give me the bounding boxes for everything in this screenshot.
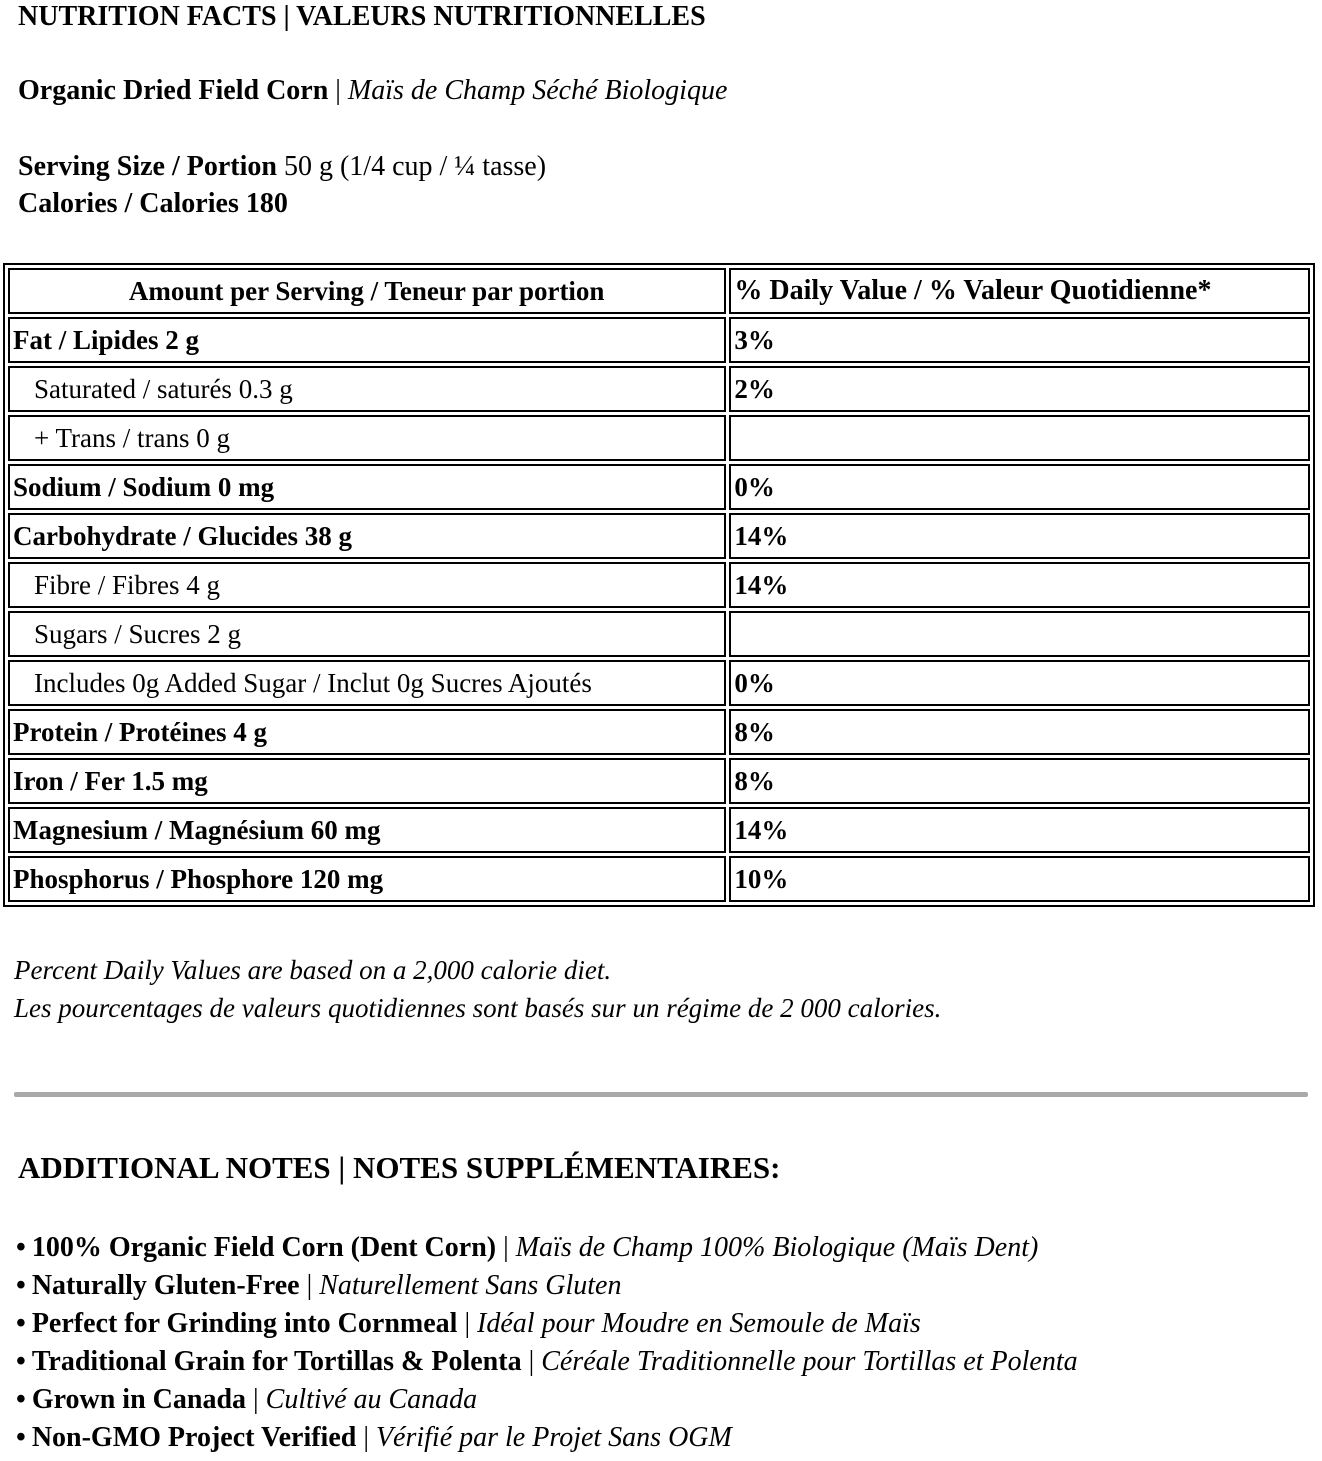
table-row <box>8 317 1310 363</box>
dv-cell-added-sugar: 0% <box>729 660 1310 706</box>
dv-cell-phosphorus: 10% <box>729 856 1310 902</box>
table-row <box>8 513 1310 559</box>
nutrient-cell-magnesium: Magnesium / Magnésium 60 mg <box>8 807 726 853</box>
bullet-icon: • <box>16 1270 26 1301</box>
note-en: Naturally Gluten-Free <box>31 1270 300 1301</box>
table-row <box>8 807 1310 853</box>
nutrient-cell-fibre: Fibre / Fibres 4 g <box>8 562 726 608</box>
note-en: Non-GMO Project Verified <box>31 1422 357 1453</box>
table-row <box>8 562 1310 608</box>
serving-info <box>18 148 546 222</box>
footnotes <box>14 951 941 1027</box>
product-title <box>18 74 727 108</box>
footnote-fr: Les pourcentages de valeurs quotidiennes sont basés sur un régime de 2 000 calories. <box>14 993 942 1023</box>
note-fr: Vérifié par le Projet Sans OGM <box>375 1422 732 1453</box>
bullet-icon: • <box>16 1232 26 1263</box>
amount-per-serving-header: Amount per Serving / Teneur par portion <box>8 268 726 314</box>
dv-cell-iron: 8% <box>729 758 1310 804</box>
list-item <box>16 1267 1078 1305</box>
daily-value-header: % Daily Value / % Valeur Quotidienne* <box>729 268 1310 314</box>
footnote-en: Percent Daily Values are based on a 2,000 calorie diet. <box>14 955 612 985</box>
note-en: 100% Organic Field Corn (Dent Corn) <box>31 1232 497 1263</box>
nutrient-cell-protein: Protein / Protéines 4 g <box>8 709 726 755</box>
list-item <box>16 1305 1078 1343</box>
bullet-icon: • <box>16 1346 26 1377</box>
pipe-separator: | <box>253 1384 259 1415</box>
pipe-separator: | <box>464 1308 471 1339</box>
additional-notes-heading: ADDITIONAL NOTES | NOTES SUPPLÉMENTAIRES: <box>18 1150 781 1185</box>
list-item <box>16 1229 1078 1267</box>
nutrition-table <box>3 263 1315 907</box>
table-header-row <box>8 268 1310 314</box>
pipe-separator: | <box>306 1270 313 1301</box>
product-name-fr: Maïs de Champ Séché Biologique <box>347 75 728 106</box>
dv-cell-sugars <box>729 611 1310 657</box>
calories-line <box>18 185 546 222</box>
note-fr: Céréale Traditionnelle pour Tortillas et Polenta <box>541 1346 1078 1377</box>
serving-size-label: Serving Size / Portion <box>18 151 277 182</box>
nutrient-cell-phosphorus: Phosphorus / Phosphore 120 mg <box>8 856 726 902</box>
pipe-separator: | <box>363 1422 369 1453</box>
dv-cell-trans <box>729 415 1310 461</box>
note-en: Perfect for Grinding into Cornmeal <box>31 1308 458 1339</box>
note-en: Grown in Canada <box>31 1384 247 1415</box>
bullet-icon: • <box>16 1384 26 1415</box>
table-row <box>8 415 1310 461</box>
note-fr: Cultivé au Canada <box>265 1384 478 1415</box>
page-title: NUTRITION FACTS | VALEURS NUTRITIONNELLES <box>18 1 706 32</box>
dv-cell-fat: 3% <box>729 317 1310 363</box>
dv-cell-sodium: 0% <box>729 464 1310 510</box>
note-fr: Naturellement Sans Gluten <box>319 1270 622 1301</box>
additional-notes-list <box>16 1229 1078 1457</box>
note-fr: Maïs de Champ 100% Biologique (Maïs Dent) <box>515 1232 1039 1263</box>
bullet-icon: • <box>16 1422 26 1453</box>
note-en: Traditional Grain for Tortillas & Polenta <box>31 1346 522 1377</box>
dv-cell-magnesium: 14% <box>729 807 1310 853</box>
product-name-en: Organic Dried Field Corn <box>18 75 329 106</box>
table-row <box>8 611 1310 657</box>
nutrient-cell-trans: + Trans / trans 0 g <box>8 415 726 461</box>
table-row <box>8 856 1310 902</box>
bullet-icon: • <box>16 1308 26 1339</box>
nutrient-cell-sodium: Sodium / Sodium 0 mg <box>8 464 726 510</box>
table-row <box>8 709 1310 755</box>
pipe-separator: | <box>503 1232 509 1263</box>
dv-cell-fibre: 14% <box>729 562 1310 608</box>
nutrient-cell-sugars: Sugars / Sucres 2 g <box>8 611 726 657</box>
nutrient-cell-fat: Fat / Lipides 2 g <box>8 317 726 363</box>
dv-cell-saturated: 2% <box>729 366 1310 412</box>
nutrient-cell-carbohydrate: Carbohydrate / Glucides 38 g <box>8 513 726 559</box>
pipe-separator: | <box>335 75 341 106</box>
nutrient-cell-saturated: Saturated / saturés 0.3 g <box>8 366 726 412</box>
calories-value: 180 <box>245 188 288 219</box>
table-row <box>8 464 1310 510</box>
table-row <box>8 660 1310 706</box>
serving-size-value: 50 g (1/4 cup / ¼ tasse) <box>283 151 547 182</box>
dv-cell-protein: 8% <box>729 709 1310 755</box>
table-row <box>8 758 1310 804</box>
serving-size-line <box>18 148 546 185</box>
table-row <box>8 366 1310 412</box>
list-item <box>16 1343 1078 1381</box>
nutrient-cell-added-sugar: Includes 0g Added Sugar / Inclut 0g Sucres Ajoutés <box>8 660 726 706</box>
calories-label: Calories / Calories <box>18 188 239 219</box>
note-fr: Idéal pour Moudre en Semoule de Maïs <box>477 1308 921 1339</box>
section-divider <box>14 1092 1308 1097</box>
pipe-separator: | <box>528 1346 535 1377</box>
dv-cell-carbohydrate: 14% <box>729 513 1310 559</box>
list-item <box>16 1381 1078 1419</box>
list-item <box>16 1419 1078 1457</box>
nutrient-cell-iron: Iron / Fer 1.5 mg <box>8 758 726 804</box>
